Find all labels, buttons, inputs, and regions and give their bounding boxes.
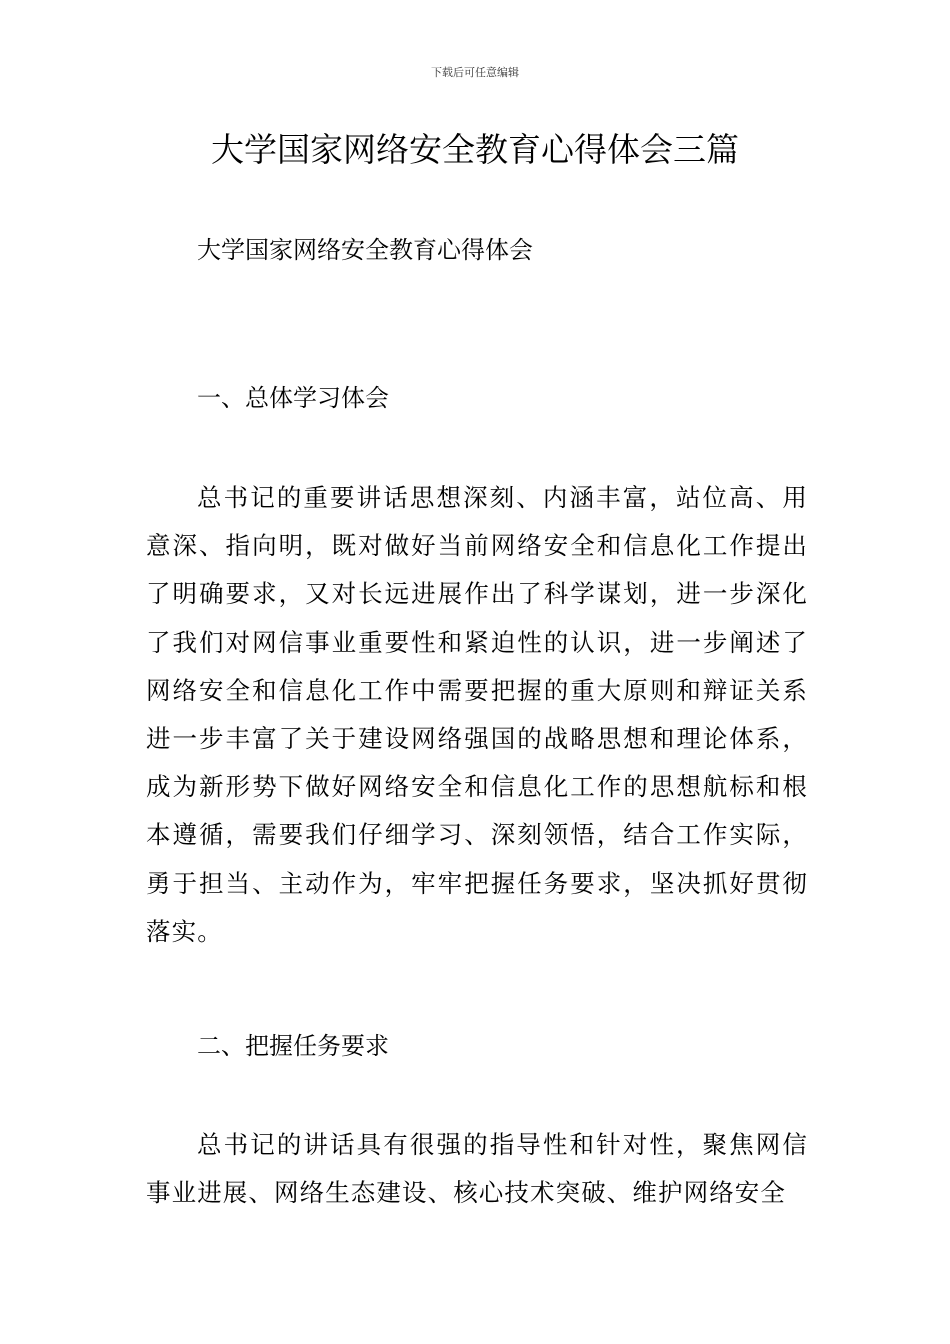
section-2-paragraph: 总书记的讲话具有很强的指导性和针对性，聚焦网信事业进展、网络生态建设、核心技术突破、维护网络安全 bbox=[146, 1130, 808, 1208]
section-1-paragraph: 总书记的重要讲话思想深刻、内涵丰富，站位高、用意深、指向明，既对做好当前网络安全和信息化工作提出了明确要求，又对长远进展作出了科学谋划，进一步深化了我们对网信事业重要性和紧迫性的认识，进一步阐述了网络安全和信息化工作中需要把握的重大原则和辩证关系进一步丰富了关于建设网络强国的战略思想和理论体系，成为新形势下做好网络安全和信息化工作的思想航标和根本遵循，需要我们仔细学习、深刻领悟，结合工作实际，勇于担当、主动作为，牢牢把握任务要求，坚决抓好贯彻落实。 bbox=[146, 483, 808, 946]
section-2-heading: 二、把握任务要求 bbox=[197, 1032, 389, 1060]
section-1-heading: 一、总体学习体会 bbox=[197, 384, 389, 412]
header-note: 下载后可任意编辑 bbox=[431, 66, 519, 79]
subtitle: 大学国家网络安全教育心得体会 bbox=[197, 236, 533, 264]
document-title: 大学国家网络安全教育心得体会三篇 bbox=[211, 130, 739, 169]
